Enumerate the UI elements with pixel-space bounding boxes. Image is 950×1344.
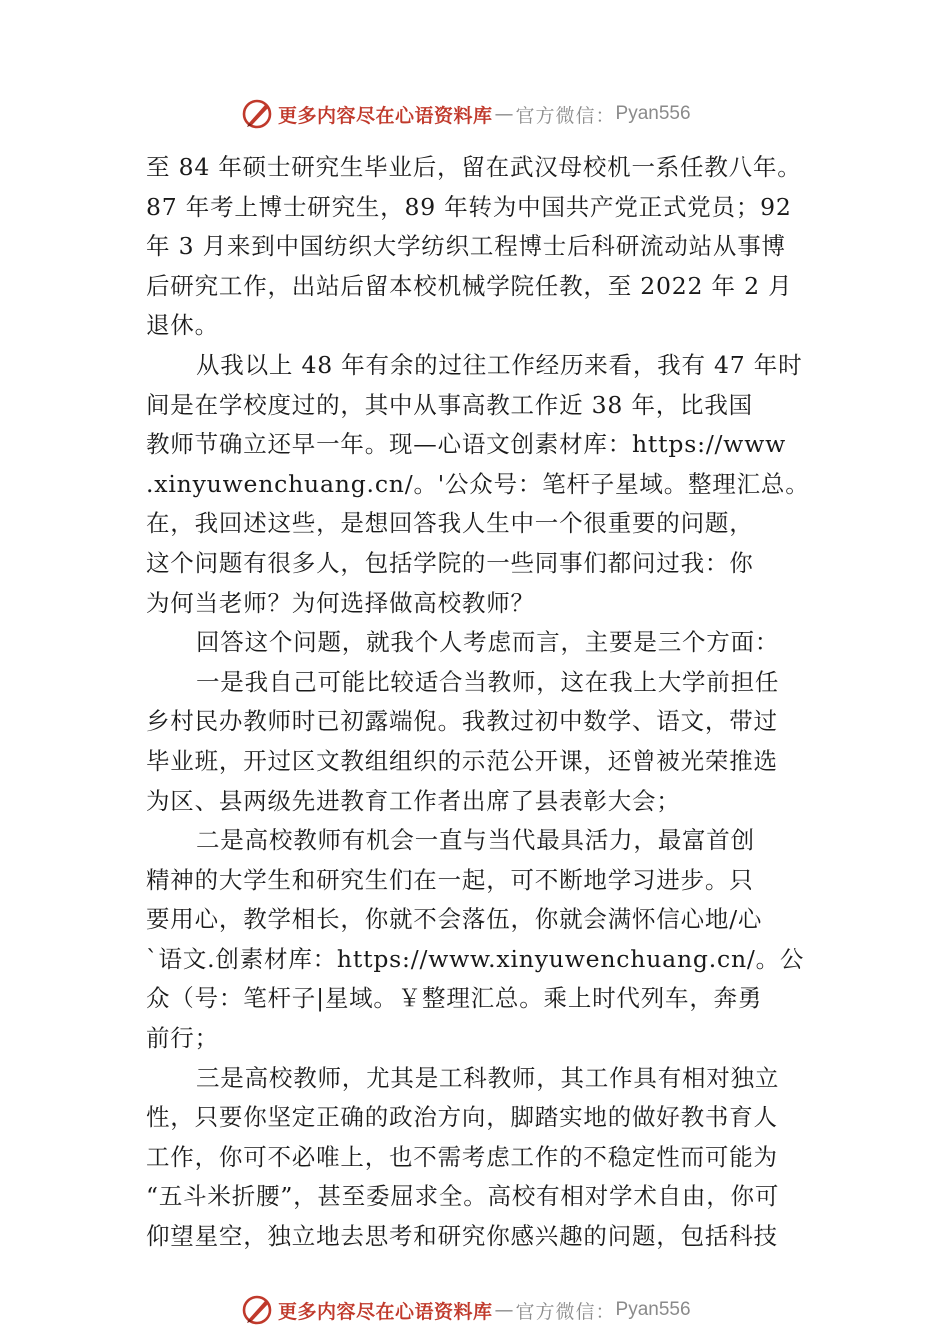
text-line: 工作，你可不必唯上，也不需考虑工作的不稳定性而可能为: [146, 1142, 778, 1171]
text-line: “五斗米折腰”，甚至委屈求全。高校有相对学术自由，你可: [146, 1182, 780, 1211]
text-line: 毕业班，开过区文教组组织的示范公开课，还曾被光荣推选: [146, 746, 778, 775]
text-line: 要用心，教学相长，你就不会落伍，你就会满怀信心地/心: [146, 905, 763, 934]
document-body: [146, 148, 826, 1257]
banner-separator: —: [494, 103, 514, 125]
text-line: .xinyuwenchuang.cn/。'公众号：笔杆子星域。整理汇总。: [146, 469, 810, 498]
banner-wechat-id: Pyan556: [615, 1299, 691, 1320]
text-line: 在，我回述这些，是想回答我人生中一个很重要的问题，: [146, 509, 754, 538]
text-line: 这个问题有很多人，包括学院的一些同事们都问过我：你: [146, 548, 754, 577]
text-line: 教师节确立还早一年。现—心语文创素材库：https://www: [146, 430, 787, 459]
text-line: 退休。: [146, 311, 219, 340]
text-line: `语文.创素材库：https://www.xinyuwenchuang.cn/。公: [146, 944, 805, 973]
text-line: 众（号：笔杆子|星域。￥整理汇总。乘上时代列车，奔勇: [146, 984, 763, 1013]
text-line: 三是高校教师，尤其是工科教师，其工作具有相对独立: [196, 1063, 780, 1092]
pen-logo-icon: [240, 96, 276, 132]
text-line: 精神的大学生和研究生们在一起，可不断地学习进步。只: [146, 865, 754, 894]
text-line: 性，只要你坚定正确的政治方向，脚踏实地的做好教书育人: [146, 1103, 778, 1132]
text-line: 年 3 月来到中国纺织大学纺织工程博士后科研流动站从事博: [146, 232, 786, 261]
pen-logo-icon: [240, 1292, 276, 1328]
banner-slogan: 更多内容尽在心语资料库: [278, 1300, 493, 1323]
text-line: 间是在学校度过的，其中从事高教工作近 38 年，比我国: [146, 390, 753, 419]
text-line: 前行；: [146, 1024, 219, 1053]
text-line: 87 年考上博士研究生，89 年转为中国共产党正式党员；92: [146, 192, 792, 221]
text-line: 仰望星空，独立地去思考和研究你感兴趣的问题，包括科技: [146, 1222, 778, 1251]
text-line: 回答这个问题，就我个人考虑而言，主要是三个方面：: [196, 628, 780, 657]
text-line: 为区、县两级先进教育工作者出席了县表彰大会；: [146, 786, 681, 815]
text-line: 为何当老师？为何选择做高校教师？: [146, 588, 535, 617]
text-line: 乡村民办教师时已初露端倪。我教过初中数学、语文，带过: [146, 707, 778, 736]
text-line: 至 84 年硕士研究生毕业后，留在武汉母校机一系任教八年。: [146, 153, 802, 181]
text-line: 后研究工作，出站后留本校机械学院任教，至 2022 年 2 月: [146, 271, 793, 300]
text-line: 二是高校教师有机会一直与当代最具活力，最富首创: [196, 826, 755, 855]
header-banner: [240, 94, 760, 134]
banner-wechat-label: 官方微信：: [515, 104, 616, 127]
text-line: 从我以上 48 年有余的过往工作经历来看，我有 47 年时: [196, 350, 803, 379]
banner-separator: —: [494, 1299, 514, 1321]
banner-slogan: 更多内容尽在心语资料库: [278, 104, 493, 127]
banner-wechat-id: Pyan556: [615, 103, 691, 124]
footer-banner: [240, 1290, 760, 1330]
banner-wechat-label: 官方微信：: [515, 1300, 616, 1323]
text-line: 一是我自己可能比较适合当教师，这在我上大学前担任: [196, 667, 780, 696]
